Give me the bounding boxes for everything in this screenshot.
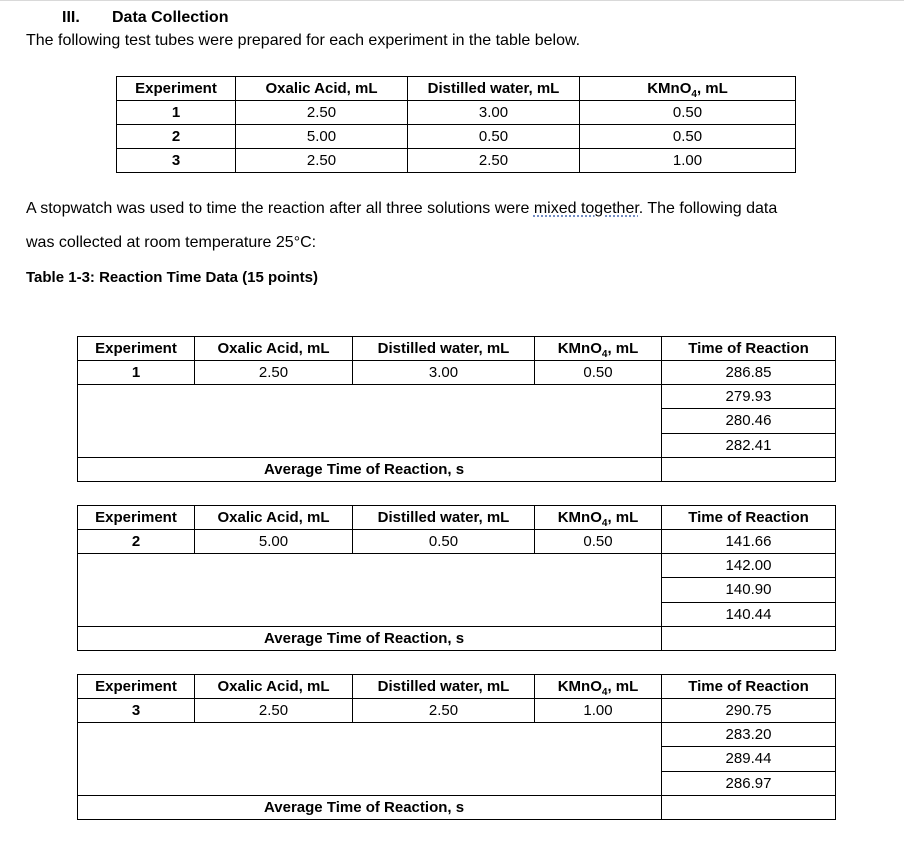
average-label: Average Time of Reaction, s bbox=[78, 627, 662, 651]
table-row bbox=[117, 149, 796, 173]
cell-kmno4: 0.50 bbox=[535, 530, 662, 554]
page-top-border bbox=[0, 0, 904, 1]
underlined-phrase: mixed together bbox=[533, 200, 639, 217]
cell-experiment: 3 bbox=[78, 699, 195, 723]
section-heading bbox=[62, 9, 228, 27]
table-row bbox=[78, 385, 836, 409]
cell-water: 3.00 bbox=[408, 101, 580, 125]
procedure-text-line2: was collected at room temperature 25°C: bbox=[26, 234, 317, 251]
data-header-row bbox=[78, 337, 836, 361]
cell-time: 290.75 bbox=[662, 699, 836, 723]
cell-time: 142.00 bbox=[662, 554, 836, 578]
table-row bbox=[78, 554, 836, 578]
intro-text: The following test tubes were prepared for each experiment in the table below. bbox=[26, 32, 581, 49]
cell-experiment: 1 bbox=[78, 361, 195, 385]
header-oxalic: Oxalic Acid, mL bbox=[236, 77, 408, 101]
average-label: Average Time of Reaction, s bbox=[78, 796, 662, 820]
empty-cell bbox=[78, 723, 662, 796]
cell-time: 286.85 bbox=[662, 361, 836, 385]
average-row bbox=[78, 627, 836, 651]
header-kmno4: KMnO$_4$, mL bbox=[535, 506, 662, 530]
cell-time: 280.46 bbox=[662, 409, 836, 433]
table-row bbox=[78, 530, 836, 554]
cell-time: 140.44 bbox=[662, 602, 836, 626]
cell-time: 283.20 bbox=[662, 723, 836, 747]
cell-kmno4: 1.00 bbox=[535, 699, 662, 723]
average-label: Average Time of Reaction, s bbox=[78, 458, 662, 482]
table-row bbox=[78, 361, 836, 385]
cell-time: 286.97 bbox=[662, 771, 836, 795]
cell-water: 3.00 bbox=[353, 361, 535, 385]
cell-time: 141.66 bbox=[662, 530, 836, 554]
header-kmno4: KMnO$_4$, mL bbox=[535, 337, 662, 361]
cell-oxalic: 2.50 bbox=[195, 361, 353, 385]
cell-oxalic: 5.00 bbox=[195, 530, 353, 554]
cell-oxalic: 2.50 bbox=[236, 101, 408, 125]
summary-header-row bbox=[117, 77, 796, 101]
cell-experiment: 2 bbox=[117, 125, 236, 149]
cell-time: 282.41 bbox=[662, 433, 836, 457]
table-row bbox=[117, 125, 796, 149]
header-time: Time of Reaction bbox=[662, 337, 836, 361]
table-row bbox=[117, 101, 796, 125]
section-title: Data Collection bbox=[112, 9, 229, 26]
header-time: Time of Reaction bbox=[662, 675, 836, 699]
header-water: Distilled water, mL bbox=[353, 506, 535, 530]
cell-kmno4: 0.50 bbox=[580, 125, 796, 149]
average-row bbox=[78, 458, 836, 482]
cell-water: 0.50 bbox=[408, 125, 580, 149]
table-row bbox=[78, 699, 836, 723]
cell-water: 2.50 bbox=[408, 149, 580, 173]
data-header-row bbox=[78, 506, 836, 530]
header-experiment: Experiment bbox=[78, 506, 195, 530]
header-experiment: Experiment bbox=[78, 675, 195, 699]
cell-experiment: 1 bbox=[117, 101, 236, 125]
header-experiment: Experiment bbox=[117, 77, 236, 101]
header-water: Distilled water, mL bbox=[353, 337, 535, 361]
header-kmno4: KMnO$_4$, mL bbox=[580, 77, 796, 101]
average-row bbox=[78, 796, 836, 820]
header-oxalic: Oxalic Acid, mL bbox=[195, 337, 353, 361]
cell-kmno4: 1.00 bbox=[580, 149, 796, 173]
table-row bbox=[78, 723, 836, 747]
empty-cell bbox=[78, 554, 662, 627]
cell-water: 0.50 bbox=[353, 530, 535, 554]
procedure-text-line1: A stopwatch was used to time the reaction after all three solutions were mixed together. The following data bbox=[26, 200, 778, 217]
data-header-row bbox=[78, 675, 836, 699]
header-kmno4: KMnO$_4$, mL bbox=[535, 675, 662, 699]
empty-cell bbox=[78, 385, 662, 458]
cell-kmno4: 0.50 bbox=[535, 361, 662, 385]
section-number: III. bbox=[62, 9, 80, 26]
cell-time: 289.44 bbox=[662, 747, 836, 771]
cell-oxalic: 2.50 bbox=[236, 149, 408, 173]
cell-experiment: 3 bbox=[117, 149, 236, 173]
cell-oxalic: 5.00 bbox=[236, 125, 408, 149]
cell-experiment: 2 bbox=[78, 530, 195, 554]
average-value-cell[interactable] bbox=[662, 627, 836, 651]
average-value-cell[interactable] bbox=[662, 796, 836, 820]
header-water: Distilled water, mL bbox=[353, 675, 535, 699]
cell-time: 140.90 bbox=[662, 578, 836, 602]
table-caption: Table 1-3: Reaction Time Data (15 points) bbox=[26, 269, 319, 286]
average-value-cell[interactable] bbox=[662, 458, 836, 482]
cell-oxalic: 2.50 bbox=[195, 699, 353, 723]
cell-kmno4: 0.50 bbox=[580, 101, 796, 125]
cell-water: 2.50 bbox=[353, 699, 535, 723]
experiment-2-table bbox=[77, 505, 836, 651]
header-time: Time of Reaction bbox=[662, 506, 836, 530]
header-oxalic: Oxalic Acid, mL bbox=[195, 506, 353, 530]
experiment-3-table bbox=[77, 674, 836, 820]
header-oxalic: Oxalic Acid, mL bbox=[195, 675, 353, 699]
header-water: Distilled water, mL bbox=[408, 77, 580, 101]
summary-table bbox=[116, 76, 796, 173]
header-experiment: Experiment bbox=[78, 337, 195, 361]
cell-time: 279.93 bbox=[662, 385, 836, 409]
experiment-1-table bbox=[77, 336, 836, 482]
